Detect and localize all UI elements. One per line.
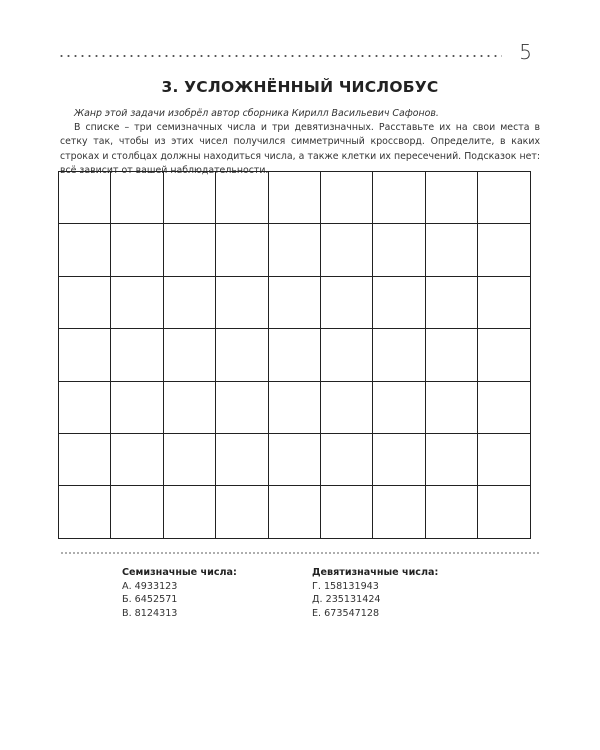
grid-cell[interactable] [216, 329, 268, 381]
header-dotted-rule [58, 54, 502, 58]
grid-cell[interactable] [478, 381, 530, 433]
grid-cell[interactable] [268, 224, 320, 276]
grid-cell[interactable] [373, 224, 425, 276]
grid-cell[interactable] [59, 433, 111, 485]
grid-cell[interactable] [373, 329, 425, 381]
grid-cell[interactable] [320, 276, 372, 328]
puzzle-title: 3. УСЛОЖНЁННЫЙ ЧИСЛОБУС [161, 78, 439, 96]
grid-cell[interactable] [163, 329, 215, 381]
grid-row [59, 329, 531, 381]
number-item-b: Б. 6452571 [122, 594, 178, 606]
grid-cell[interactable] [425, 381, 477, 433]
grid-cell[interactable] [59, 486, 111, 538]
grid-cell[interactable] [268, 433, 320, 485]
grid-cell[interactable] [478, 224, 530, 276]
grid-cell[interactable] [478, 172, 530, 224]
grid-cell[interactable] [216, 433, 268, 485]
grid-cell[interactable] [216, 224, 268, 276]
grid-cell[interactable] [268, 329, 320, 381]
grid-row [59, 486, 531, 538]
grid-cell[interactable] [163, 224, 215, 276]
grid-cell[interactable] [59, 224, 111, 276]
puzzle-intro [60, 107, 540, 178]
grid-cell[interactable] [111, 486, 163, 538]
grid-cell[interactable] [320, 224, 372, 276]
grid-cell[interactable] [216, 172, 268, 224]
grid-cell[interactable] [216, 381, 268, 433]
grid-cell[interactable] [163, 486, 215, 538]
grid-cell[interactable] [59, 172, 111, 224]
intro-author-line: Жанр этой задачи изобрёл автор сборника Кирилл Васильевич Сафонов. [74, 108, 439, 119]
grid-cell[interactable] [425, 433, 477, 485]
grid-cell[interactable] [268, 276, 320, 328]
grid-row [59, 433, 531, 485]
seven-digit-heading: Семизначные числа: [122, 567, 237, 578]
grid-cell[interactable] [320, 486, 372, 538]
grid-cell[interactable] [320, 172, 372, 224]
grid-cell[interactable] [216, 276, 268, 328]
grid-cell[interactable] [111, 276, 163, 328]
grid-cell[interactable] [59, 329, 111, 381]
grid-cell[interactable] [425, 486, 477, 538]
grid-cell[interactable] [268, 486, 320, 538]
grid-cell[interactable] [111, 329, 163, 381]
grid-cell[interactable] [163, 172, 215, 224]
intro-instructions: В списке – три семизначных числа и три девятизначных. Расставьте их на свои места в сетку так, чтобы из этих чисел получился симметричный кроссворд. Определите, в каких строках и столбцах должны находиться числа, а также клетки их пересечений. Подсказок нет: всё зависит от вашей наблюдательности. [60, 122, 540, 176]
grid-cell[interactable] [373, 172, 425, 224]
page-number: 5 [519, 40, 532, 64]
grid-cell[interactable] [111, 224, 163, 276]
grid-cell[interactable] [320, 381, 372, 433]
footer-dotted-rule [60, 551, 540, 555]
grid-cell[interactable] [111, 433, 163, 485]
number-item-a: А. 4933123 [122, 580, 178, 592]
grid-cell[interactable] [373, 381, 425, 433]
grid-row [59, 276, 531, 328]
grid-cell[interactable] [373, 276, 425, 328]
grid-cell[interactable] [478, 276, 530, 328]
number-item-e: Е. 673547128 [312, 607, 380, 619]
grid-cell[interactable] [373, 433, 425, 485]
puzzle-grid [58, 171, 531, 539]
grid-cell[interactable] [373, 486, 425, 538]
grid-row [59, 172, 531, 224]
grid-cell[interactable] [59, 381, 111, 433]
grid-cell[interactable] [425, 224, 477, 276]
number-item-g: Г. 158131943 [312, 580, 379, 592]
nine-digit-heading: Девятизначные числа: [312, 567, 439, 578]
seven-digit-numbers [122, 566, 237, 620]
grid-cell[interactable] [425, 172, 477, 224]
nine-digit-numbers [312, 566, 438, 620]
grid-cell[interactable] [320, 329, 372, 381]
grid-row [59, 381, 531, 433]
grid-cell[interactable] [320, 433, 372, 485]
grid-cell[interactable] [163, 433, 215, 485]
grid-cell[interactable] [268, 381, 320, 433]
grid-cell[interactable] [59, 276, 111, 328]
grid-cell[interactable] [478, 433, 530, 485]
grid-cell[interactable] [478, 486, 530, 538]
grid-row [59, 224, 531, 276]
grid-cell[interactable] [111, 381, 163, 433]
number-item-v: В. 8124313 [122, 607, 178, 619]
grid-cell[interactable] [478, 329, 530, 381]
grid-cell[interactable] [425, 276, 477, 328]
grid-cell[interactable] [163, 381, 215, 433]
grid-cell[interactable] [268, 172, 320, 224]
grid-cell[interactable] [425, 329, 477, 381]
grid-cell[interactable] [163, 276, 215, 328]
grid-cell[interactable] [111, 172, 163, 224]
number-item-d: Д. 235131424 [312, 594, 381, 606]
grid-cell[interactable] [216, 486, 268, 538]
